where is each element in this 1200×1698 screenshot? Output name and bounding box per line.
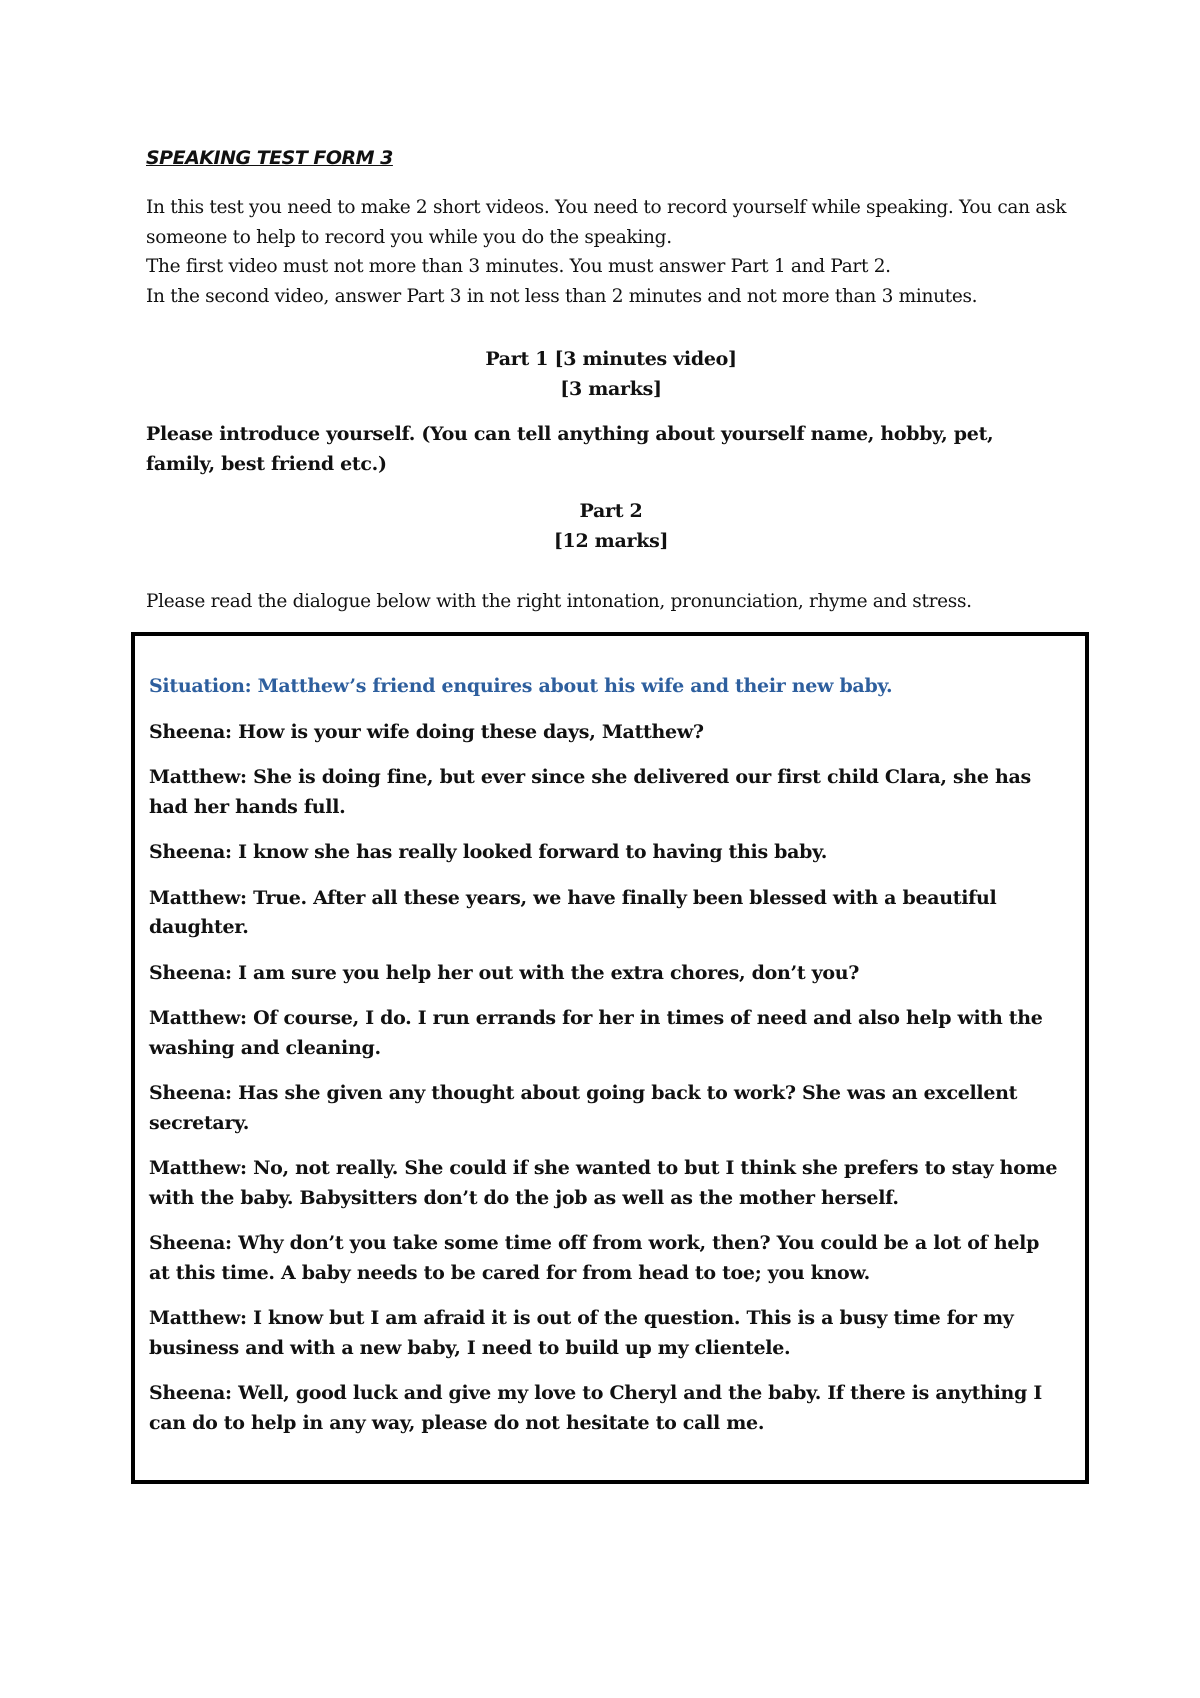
dialogue-line: Sheena: I know she has really looked forward to having this baby. (149, 841, 828, 863)
part1-heading (146, 345, 1076, 404)
dialogue-line: Sheena: Well, good luck and give my love to Cheryl and the baby. If there is anything I can do to help in any way, please do not hesitate to call me. (149, 1382, 1042, 1434)
dialogue-line: Sheena: I am sure you help her out with the extra chores, don’t you? (149, 961, 860, 984)
dialogue-line: Sheena: How is your wife doing these days, Matthew? (149, 720, 704, 743)
dialogue-line: Matthew: I know but I am afraid it is out of the question. This is a busy time for my business and with a new baby, I need to build up my clientele. (149, 1307, 1014, 1359)
dialogue-content (149, 672, 1061, 1454)
intro-paragraph: In this test you need to make 2 short videos. You need to record yourself while speaking. You can ask someone to help to record you while you do the speaking. (146, 197, 1067, 248)
intro-paragraph: The first video must not more than 3 minutes. You must answer Part 1 and Part 2. (146, 256, 891, 277)
part2-title: Part 2 (579, 500, 643, 522)
part2-marks: [12 marks] (553, 529, 669, 552)
part1-title: Part 1 [3 minutes video] (485, 348, 737, 370)
dialogue-line: Matthew: No, not really. She could if she wanted to but I think she prefers to stay home with the baby. Babysitters don’t do the job as well as the mother herself. (149, 1157, 1058, 1209)
document-title: SPEAKING TEST FORM 3 (146, 147, 393, 169)
dialogue-situation: Situation: Matthew’s friend enquires about his wife and their new baby. (149, 675, 893, 697)
part2-heading (146, 497, 1076, 556)
dialogue-box (131, 632, 1089, 1484)
part1-instruction: Please introduce yourself. (You can tell anything about yourself name, hobby, pet, family, best friend etc.) (146, 423, 994, 475)
part2-instruction: Please read the dialogue below with the right intonation, pronunciation, rhyme and stress. (146, 591, 972, 612)
dialogue-line: Sheena: Has she given any thought about going back to work? She was an excellent secretary. (149, 1082, 1018, 1134)
dialogue-line: Matthew: True. After all these years, we have finally been blessed with a beautiful daughter. (149, 886, 997, 938)
dialogue-line: Sheena: Why don’t you take some time off from work, then? You could be a lot of help at this time. A baby needs to be cared for from head to toe; you know. (149, 1232, 1040, 1284)
intro-paragraph: In the second video, answer Part 3 in not less than 2 minutes and not more than 3 minutes. (146, 285, 978, 307)
dialogue-line: Matthew: She is doing fine, but ever since she delivered our first child Clara, she has had her hands full. (149, 766, 1031, 818)
part1-marks: [3 marks] (560, 377, 662, 400)
dialogue-line: Matthew: Of course, I do. I run errands for her in times of need and also help with the washing and cleaning. (149, 1007, 1043, 1059)
intro-text (146, 193, 1076, 311)
